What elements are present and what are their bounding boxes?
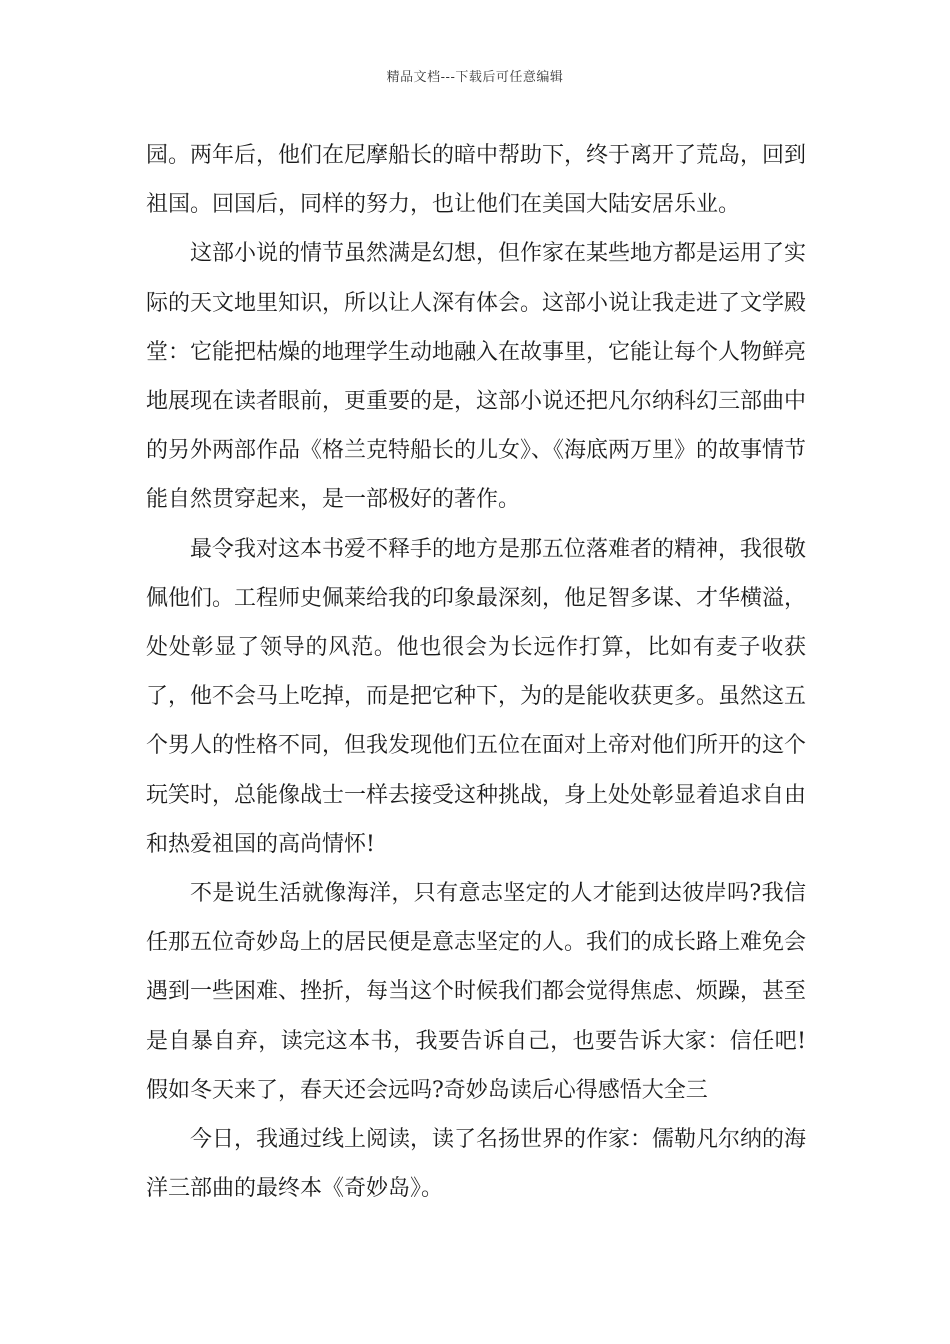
paragraph-4: 不是说生活就像海洋，只有意志坚定的人才能到达彼岸吗?我信任那五位奇妙岛上的居民便是意志坚定的人。我们的成长路上难免会遇到一些困难、挫折，每当这个时候我们都会觉得焦虑、烦躁，甚至是自暴自弃，读完这本书，我要告诉自己，也要告诉大家：信任吧!假如冬天来了，春天还会远吗?奇妙岛读后心得感悟大全三 <box>146 881 807 1103</box>
paragraph-1: 园。两年后，他们在尼摩船长的暗中帮助下，终于离开了荒岛，回到祖国。回国后，同样的努力，也让他们在美国大陆安居乐业。 <box>146 143 807 218</box>
paragraph-2: 这部小说的情节虽然满是幻想，但作家在某些地方都是运用了实际的天文地里知识，所以让人深有体会。这部小说让我走进了文学殿堂：它能把枯燥的地理学生动地融入在故事里，它能让每个人物鲜亮地展现在读者眼前，更重要的是，这部小说还把凡尔纳科幻三部曲中的另外两部作品《格兰克特船长的儿女》、《海底两万里》的故事情节能自然贯穿起来，是一部极好的著作。 <box>146 241 807 513</box>
document-body <box>146 131 806 1213</box>
paragraph-3: 最令我对这本书爱不释手的地方是那五位落难者的精神，我很敬佩他们。工程师史佩莱给我的印象最深刻，他足智多谋、才华横溢，处处彰显了领导的风范。他也很会为长远作打算，比如有麦子收获了，他不会马上吃掉，而是把它种下，为的是能收获更多。虽然这五个男人的性格不同，但我发现他们五位在面对上帝对他们所开的这个玩笑时，总能像战士一样去接受这种挑战，身上处处彰显着追求自由和热爱祖国的高尚情怀! <box>146 536 807 857</box>
paragraph-5: 今日，我通过线上阅读，读了名扬世界的作家：儒勒凡尔纳的海洋三部曲的最终本《奇妙岛》。 <box>146 1127 807 1202</box>
page-header: 精品文档---下载后可任意编辑 <box>386 70 564 85</box>
